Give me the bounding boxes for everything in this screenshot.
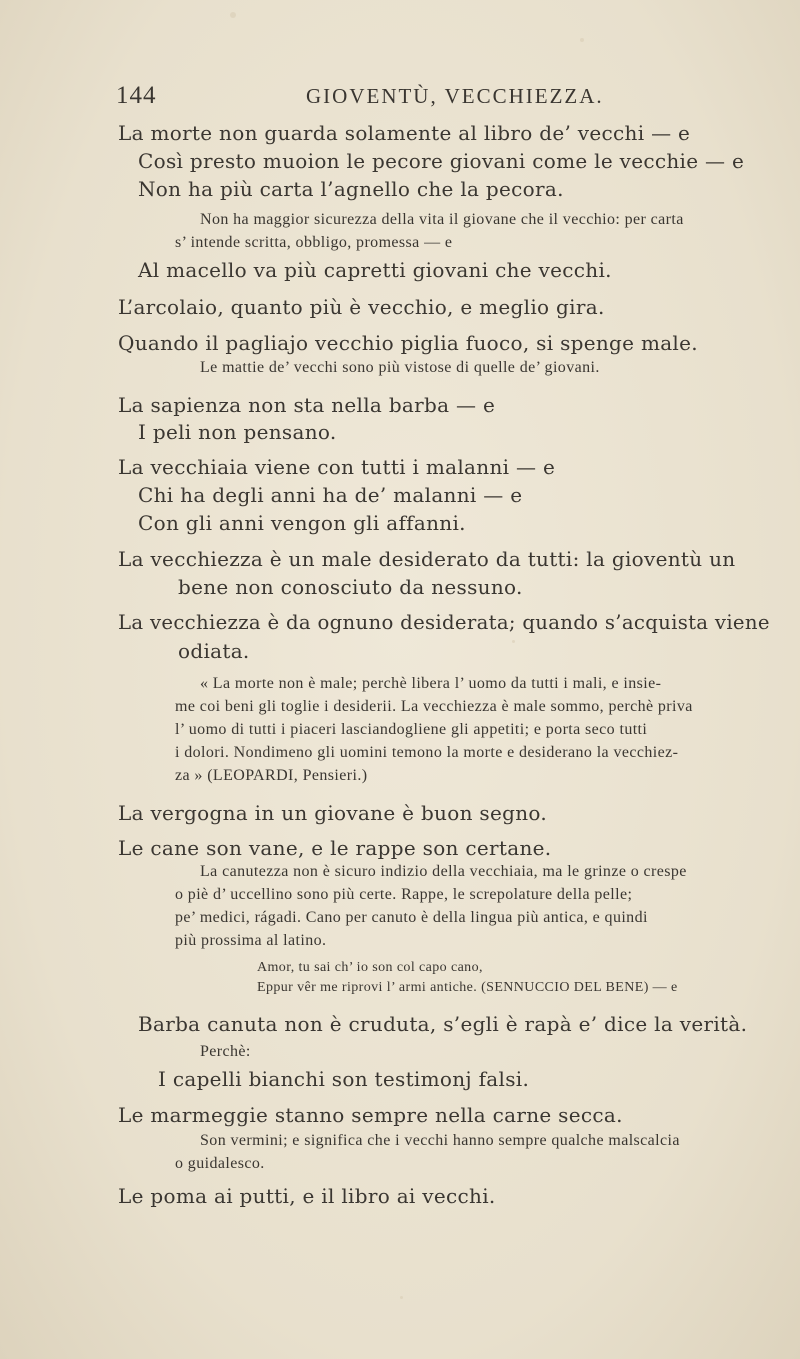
proverb-line: Barba canuta non è cruduta, s’egli è rapà e’ dice la verità.	[138, 1012, 748, 1036]
proverb-line: odiata.	[178, 639, 250, 663]
proverb-line: bene non conosciuto da nessuno.	[178, 575, 523, 599]
note-line: s’ intende scritta, obbligo, promessa — e	[175, 234, 453, 251]
proverb-line: La vecchiaia viene con tutti i malanni — e	[118, 455, 556, 479]
note-line: pe’ medici, rágadi. Cano per canuto è della lingua più antica, e quindi	[175, 909, 648, 926]
note-line: Son vermini; e significa che i vecchi hanno sempre qualche malscalcia	[200, 1132, 680, 1149]
proverb-line: Le cane son vane, e le rappe son certane.	[118, 836, 552, 860]
note-line: La canutezza non è sicuro indizio della vecchiaia, ma le grinze o crespe	[200, 863, 687, 880]
paper-spot	[512, 640, 515, 643]
note-line: Le mattie de’ vecchi sono più vistose di quelle de’ giovani.	[200, 359, 600, 376]
proverb-line: Non ha più carta l’agnello che la pecora.	[138, 177, 564, 201]
proverb-line: L’arcolaio, quanto più è vecchio, e meglio gira.	[118, 295, 605, 319]
quote-line: Amor, tu sai ch’ io son col capo cano,	[257, 960, 483, 975]
note-line: Non ha maggior sicurezza della vita il giovane che il vecchio: per carta	[200, 211, 684, 228]
note-line: Perchè:	[200, 1043, 251, 1060]
note-line: o guidalesco.	[175, 1155, 265, 1172]
proverb-line: Le poma ai putti, e il libro ai vecchi.	[118, 1184, 496, 1208]
proverb-line: La morte non guarda solamente al libro de’ vecchi — e	[118, 121, 691, 145]
proverb-line: La vecchiezza è da ognuno desiderata; quando s’acquista viene	[118, 611, 770, 634]
page-header	[116, 82, 730, 112]
note-line: za » (LEOPARDI, Pensieri.)	[175, 767, 368, 784]
running-head: GIOVENTÙ, VECCHIEZZA.	[306, 84, 604, 108]
note-line: me coi beni gli toglie i desiderii. La vecchiezza è male sommo, perchè priva	[175, 698, 693, 715]
proverb-line: La vergogna in un giovane è buon segno.	[118, 801, 548, 825]
proverb-line: Così presto muoion le pecore giovani come le vecchie — e	[138, 149, 745, 173]
note-line: i dolori. Nondimeno gli uomini temono la morte e desiderano la vecchiez-	[175, 744, 679, 761]
proverb-line: I capelli bianchi son testimonj falsi.	[158, 1067, 530, 1091]
proverb-line: Chi ha degli anni ha de’ malanni — e	[138, 483, 523, 507]
proverb-line: I peli non pensano.	[138, 420, 337, 444]
note-line: « La morte non è male; perchè libera l’ uomo da tutti i mali, e insie-	[200, 675, 662, 692]
page-number: 144	[116, 82, 157, 109]
proverb-line: Le marmeggie stanno sempre nella carne secca.	[118, 1103, 623, 1127]
paper-spot	[400, 1296, 403, 1299]
note-line: più prossima al latino.	[175, 932, 327, 949]
proverb-line: Quando il pagliajo vecchio piglia fuoco, si spenge male.	[118, 331, 698, 355]
proverb-line: La vecchiezza è un male desiderato da tutti: la gioventù un	[118, 547, 736, 571]
proverb-line: Con gli anni vengon gli affanni.	[138, 511, 466, 535]
note-line: l’ uomo di tutti i piaceri lasciandogliene gli appetiti; e porta seco tutti	[175, 721, 648, 738]
proverb-line: Al macello va più capretti giovani che vecchi.	[138, 258, 612, 282]
proverb-line: La sapienza non sta nella barba — e	[118, 393, 496, 417]
quote-line: Eppur vêr me riprovi l’ armi antiche. (SENNUCCIO DEL BENE) — e	[257, 980, 678, 995]
paper-spot	[580, 38, 584, 42]
note-line: o piè d’ uccellino sono più certe. Rappe, le screpolature della pelle;	[175, 886, 633, 903]
paper-spot	[230, 12, 236, 18]
